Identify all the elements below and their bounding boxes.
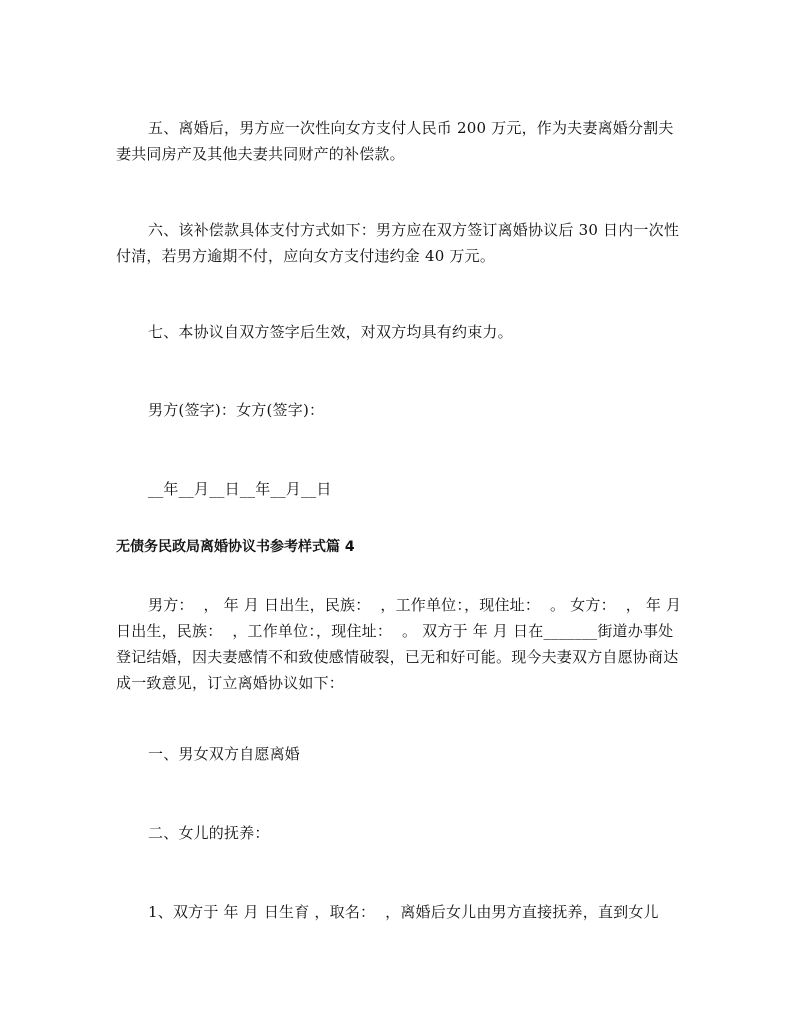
signature-line: 男方(签字)：女方(签字)： (148, 401, 325, 419)
clause-six-payment-method: 六、该补偿款具体支付方式如下：男方应在双方签订离婚协议后 30 日内一次性付清，若男方逾期不付，应向女方支付违约金 40 万元。 (116, 221, 680, 265)
item-two-custody: 二、女儿的抚养： (148, 824, 270, 842)
parties-intro: 男方： ， 年 月 日出生，民族： ，工作单位：，现住址： 。 女方： ， 年 月 日出生，民族： ，工作单位：，现住址： 。 双方于 年 月 日在_______街道办事处登记结婚，因夫妻感情不和致使感情破裂，已无和好可能。现今夫妻双方自愿协商达成一致意见，订立离婚协议如下： (116, 596, 687, 692)
date-line: __年__月__日__年__月__日 (148, 480, 332, 498)
clause-five-compensation: 五、离婚后，男方应一次性向女方支付人民币 200 万元，作为夫妻离婚分割夫妻共同房产及其他夫妻共同财产的补偿款。 (116, 119, 674, 163)
section-heading: 无债务民政局离婚协议书参考样式篇 4 (116, 539, 355, 555)
item-one-divorce: 一、男女双方自愿离婚 (148, 745, 301, 763)
clause-seven-effective: 七、本协议自双方签字后生效，对双方均具有约束力。 (148, 323, 513, 341)
item-two-one-child: 1、双方于 年 月 日生育 ，取名： ，离婚后女儿由男方直接抚养，直到女儿 (148, 903, 659, 921)
